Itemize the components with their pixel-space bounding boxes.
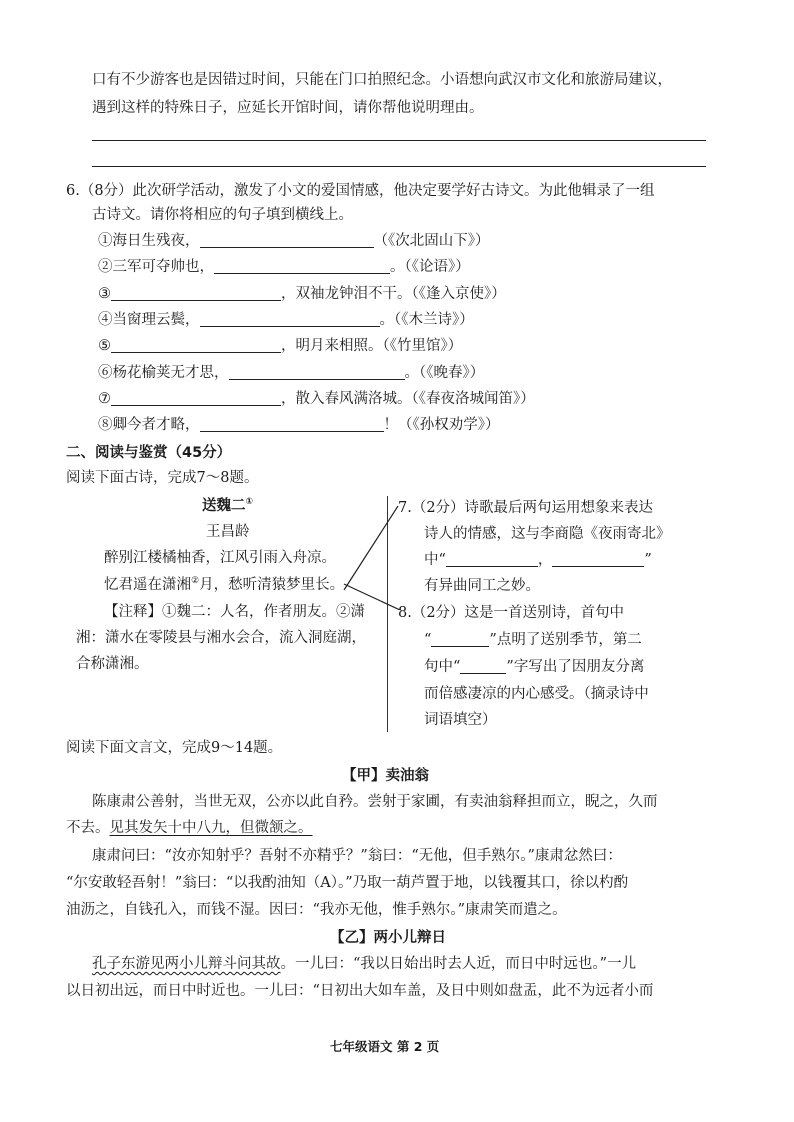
pen-stroke-1: [344, 506, 398, 590]
poem-title: [202, 496, 253, 516]
intro-line-1: 口有不少游客也是因错过时间，只能在门口拍照纪念。小语想向武汉市文化和旅游局建议，: [92, 72, 672, 88]
q7-line-4: 有异曲同工之妙。: [424, 578, 540, 594]
jia-p1-line-2: [66, 818, 313, 838]
jia-p1-plain: 不去。: [66, 820, 110, 836]
q6-item-6-blank[interactable]: [229, 365, 405, 380]
q6-item-8: [98, 415, 500, 435]
q6-item-5-pre: ⑤: [98, 338, 111, 354]
q7-line-3: [424, 550, 652, 570]
q6-item-5: [98, 336, 462, 356]
q6-heading-2: 古诗文。请你将相应的句子填到横线上。: [92, 207, 353, 223]
yi-title: 【乙】两小儿辩日: [330, 930, 446, 946]
q8-line-1: 8.（2分）这是一首送别诗，首句中: [398, 605, 625, 621]
jia-p2-line-2: “尔安敢轻吾射！”翁曰：“以我酌油知（A）。”乃取一葫芦置于地，以钱覆其口，徐以杓酌: [66, 875, 629, 891]
yi-p1-line-1: [92, 954, 636, 974]
poem-line-2b: 月，愁听清猿梦里长。: [199, 577, 345, 593]
poem-author: 王昌龄: [206, 524, 250, 540]
q8-line-4: 而倍感凄凉的内心感受。（摘录诗中: [424, 686, 649, 702]
section-2-title: 二、阅读与鉴赏（45分）: [66, 445, 232, 461]
q6-item-8-post: ！（《孙权劝学》）: [383, 417, 500, 433]
yi-p1-line-2: 以日初出远，而日中时近也。一儿曰：“日初出大如车盖，及日中则如盘盂，此不为远者小而: [66, 983, 654, 999]
q8-line-3-rest: ”字写出了因朋友分离: [506, 659, 645, 675]
jia-p2-line-1: 康肃问曰：“汝亦知射乎？吾射不亦精乎？”翁曰：“无他，但手熟尔。”康肃忿然曰：: [92, 848, 622, 864]
q6-item-7-post: ，散入春风满洛城。（《春夜洛城闻笛》）: [281, 391, 535, 407]
q6-item-6-pre: ⑥杨花榆荚无才思，: [98, 365, 229, 381]
q8-line-3: [424, 657, 644, 677]
q8-line-2: [424, 630, 642, 650]
q6-item-4-pre: ④当窗理云鬓，: [98, 312, 200, 328]
q6-item-4-blank[interactable]: [200, 312, 380, 327]
q8-line-5: 词语填空）: [424, 712, 497, 728]
q7-quote-close: ”: [644, 552, 652, 568]
classical-instruction: 阅读下面文言文，完成9～14题。: [66, 740, 283, 756]
q6-item-1: [98, 231, 490, 251]
q6-item-1-blank[interactable]: [200, 233, 374, 248]
q6-item-3: [98, 284, 506, 304]
q6-item-6-post: 。（《晚春》）: [404, 365, 485, 381]
q6-item-3-pre: ③: [98, 286, 111, 302]
answer-line-2[interactable]: [92, 166, 706, 167]
q6-item-6: [98, 363, 484, 383]
poem-line-2-note: ②: [191, 576, 200, 587]
intro-line-2: 遇到这样的特殊日子，应延长开馆时间，请你帮他说明理由。: [92, 100, 484, 116]
q7-blank-2[interactable]: [552, 552, 644, 567]
section-2-instruction: 阅读下面古诗，完成7～8题。: [66, 470, 259, 486]
q6-item-4-post: 。（《木兰诗》）: [379, 312, 474, 328]
poem-line-1: 醉别江楼橘柚香，江风引雨入舟凉。: [104, 550, 336, 566]
q6-item-8-blank[interactable]: [200, 417, 384, 432]
q6-item-5-post: ，明月来相照。（《竹里馆》）: [281, 338, 463, 354]
q6-item-2: [98, 257, 470, 277]
q8-line-2-rest: ”点明了送别季节，第二: [489, 632, 642, 648]
page-footer: 七年级语文 第 2 页: [330, 1039, 440, 1054]
poem-note-1: 【注释】①魏二：人名，作者朋友。②潇: [104, 604, 365, 620]
answer-line-1[interactable]: [92, 140, 706, 141]
q7-line-2: 诗人的情感，这与李商隐《夜雨寄北》: [424, 526, 671, 542]
yi-p1-rest: 。一儿曰：“我以日始出时去人近，而日中时远也。”一儿: [280, 956, 637, 972]
q7-comma: ，: [537, 552, 553, 568]
q6-item-2-blank[interactable]: [214, 259, 390, 274]
q6-item-5-blank[interactable]: [111, 338, 281, 353]
q6-heading-1: 6.（8分）此次研学活动，激发了小文的爱国情感，他决定要学好古诗文。为此他辑录了一组: [66, 183, 655, 199]
poem-title-text: 送魏二: [202, 498, 246, 514]
yi-p1-underlined: 孔子东游见两小儿辩斗问其故: [92, 956, 281, 972]
q7-quote-open: 中“: [424, 552, 446, 568]
jia-p1-line-1: 陈康肃公善射，当世无双，公亦以此自矜。尝射于家圃，有卖油翁释担而立，睨之，久而: [92, 794, 658, 810]
q6-item-1-pre: ①海日生残夜，: [98, 233, 200, 249]
q6-item-7: [98, 389, 535, 409]
poem-note-3: 合称潇湘。: [76, 656, 149, 672]
q6-item-8-pre: ⑧卿今者才略，: [98, 417, 200, 433]
q8-blank-2[interactable]: [460, 659, 506, 674]
q7-line-1: 7.（2分）诗歌最后两句运用想象来表达: [398, 500, 654, 516]
q6-item-1-post: （《次北固山下》）: [373, 233, 490, 249]
q6-item-2-pre: ②三军可夺帅也，: [98, 259, 214, 275]
q8-line-3-pre: 句中“: [424, 659, 461, 675]
poem-line-2: [104, 575, 344, 595]
jia-title: 【甲】卖油翁: [342, 768, 429, 784]
poem-title-note: ①: [245, 497, 254, 508]
poem-note-2: 湘：潇水在零陵县与湘水会合，流入洞庭湖，: [76, 630, 366, 646]
jia-p1-underlined: 见其发矢十中八九，但微颔之。: [109, 820, 313, 836]
q6-item-7-pre: ⑦: [98, 391, 111, 407]
q6-item-4: [98, 310, 474, 330]
q6-item-7-blank[interactable]: [111, 391, 281, 406]
q8-blank-1[interactable]: [431, 632, 489, 647]
pen-stroke-2: [344, 584, 400, 610]
q6-item-3-post: ，双袖龙钟泪不干。（《逢入京使》）: [281, 286, 506, 302]
jia-p2-line-3: 油沥之，自钱孔入，而钱不湿。因曰：“我亦无他，惟手熟尔。”康肃笑而遣之。: [66, 902, 567, 918]
q8-quote-open: “: [424, 632, 432, 648]
q6-item-3-blank[interactable]: [111, 286, 281, 301]
q6-item-2-post: 。（《论语》）: [390, 259, 470, 275]
q7-blank-1[interactable]: [446, 552, 538, 567]
poem-line-2a: 忆君遥在潇湘: [104, 577, 191, 593]
